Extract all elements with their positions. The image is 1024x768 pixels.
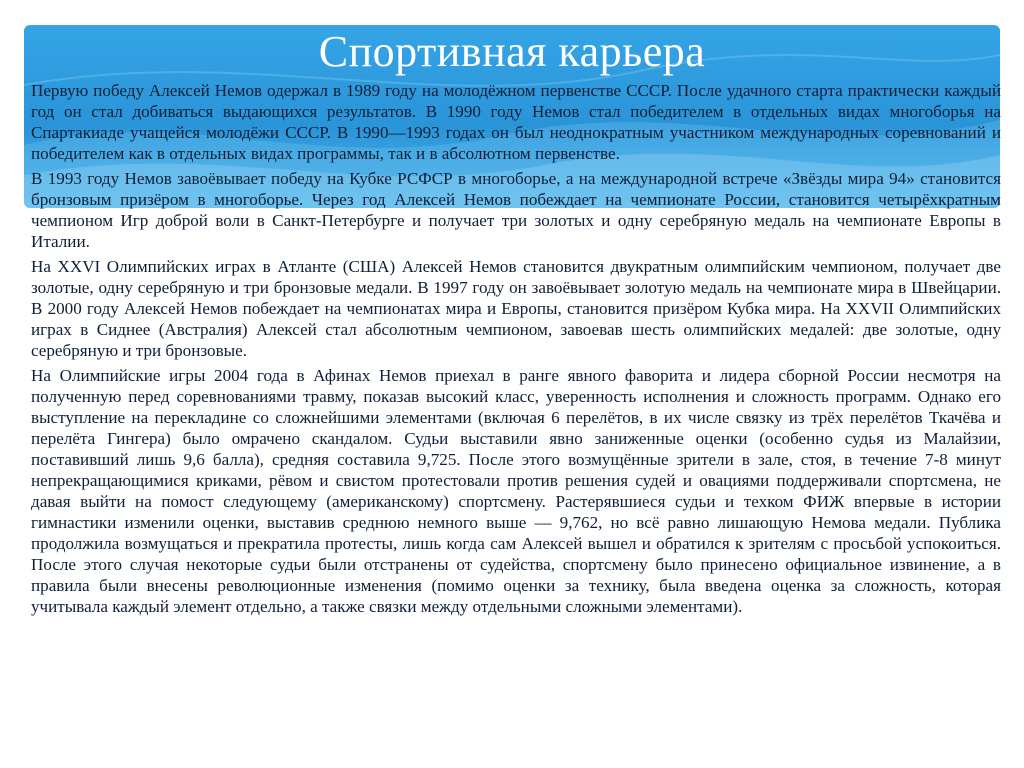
paragraph-3: На XXVI Олимпийских играх в Атланте (США) Алексей Немов становится двукратным олимпийским чемпионом, получает две золотые, одну серебряную и три бронзовые медали. В 1997 году он завоёвывает золотую медаль на чемпионате мира в Швейцарии. В 2000 году Алексей Немов побеждает на чемпионатах мира и Европы, становится призёром Кубка мира. На XXVII Олимпийских играх в Сиднее (Австралия) Алексей стал абсолютным чемпионом, завоевав шесть олимпийских медалей: две золотые, одну серебряную и три бронзовые. — [31, 257, 1001, 360]
slide-title: Спортивная карьера — [318, 27, 706, 76]
paragraph-1: Первую победу Алексей Немов одержал в 1989 году на молодёжном первенстве СССР. После удачного старта практически каждый год он стал добиваться выдающихся результатов. В 1990 году Немов стал победителем в отдельных видах многоборья на Спартакиаде учащейся молодёжи СССР. В 1990—1993 годах он был неоднократным участником международных соревнований и победителем как в отдельных видах программы, так и в абсолютном первенстве. — [31, 81, 1001, 163]
slide-body — [31, 80, 1001, 617]
paragraph-4: На Олимпийские игры 2004 года в Афинах Немов приехал в ранге явного фаворита и лидера сборной России несмотря на полученную перед соревнованиями травму, показав высокий класс, уверенность исполнения и сложность программ. Однако его выступление на перекладине со сложнейшими элементами (включая 6 перелётов, в их числе связку из трёх перелётов Ткачёва и перелёта Гингера) было омрачено скандалом. Судьи выставили явно заниженные оценки (особенно судья из Малайзии, поставивший лишь 9,6 балла), средняя составила 9,725. После этого возмущённые зрители в зале, стоя, в течение 7-8 минут непрекращающимися криками, рёвом и свистом протестовали против решения судей и овациями поддерживали спортсмена, не давая выйти на помост следующему (американскому) спортсмену. Растерявшиеся судьи и техком ФИЖ впервые в истории гимнастики изменили оценки, выставив среднюю немного выше — 9,762, но всё равно лишающую Немова медали. Публика продолжила возмущаться и прекратила протесты, лишь когда сам Алексей вышел и обратился к зрителям с просьбой успокоиться. После этого случая некоторые судьи были отстранены от судейства, спортсмену было принесено официальное извинение, а в правила были внесены революционные изменения (помимо оценки за технику, была введена оценка за сложность, которая учитывала каждый элемент отдельно, а также связки между отдельными сложными элементами). — [31, 366, 1001, 616]
paragraph-2: В 1993 году Немов завоёвывает победу на Кубке РСФСР в многоборье, а на международной встрече «Звёзды мира 94» становится бронзовым призёром в многоборье. Через год Алексей Немов побеждает на чемпионате России, становится четырёхкратным чемпионом Игр доброй воли в Санкт-Петербурге и получает три золотых и одну серебряную медаль на чемпионате Европы в Италии. — [31, 169, 1001, 251]
